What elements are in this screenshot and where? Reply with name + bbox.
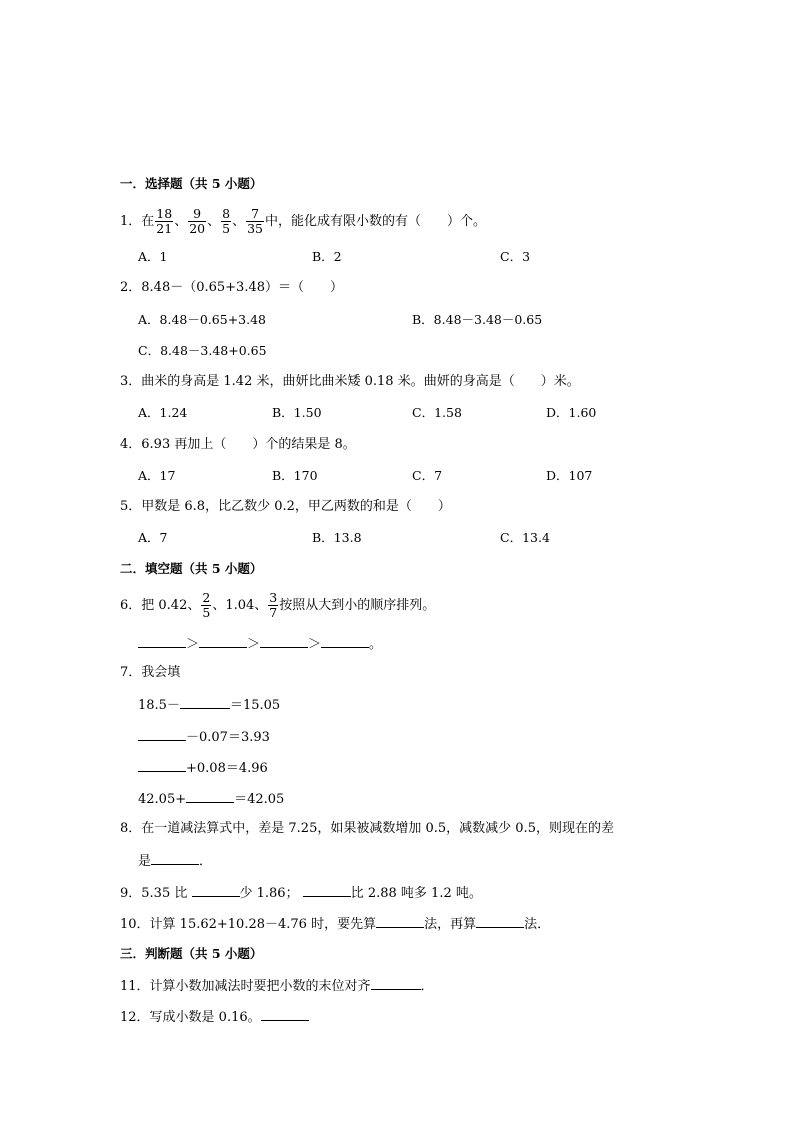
fraction-8-5: $\frac{8}{5}$ bbox=[222, 206, 231, 236]
answer-blank[interactable] bbox=[151, 852, 199, 865]
fraction-9-20: $\frac{9}{20}$ bbox=[189, 206, 206, 236]
fraction-3-7: $\frac{3}{7}$ bbox=[269, 590, 278, 620]
section-title-fill: 二．填空题（共 5 小题） bbox=[120, 561, 263, 576]
question-4: 4．6.93 再加上（ ）个的结果是 8。 bbox=[120, 437, 356, 452]
q3-option-b: B．1.50 bbox=[272, 405, 322, 420]
answer-blank[interactable] bbox=[321, 635, 369, 648]
question-1: 1．在 $\frac{18}{21}$ 、 $\frac{9}{20}$ 、 $\frac{8}{5}$ 、 $\frac{7}{35}$ 中，能化成有限小数的有（ ）个。 bbox=[120, 206, 487, 236]
fraction-18-21: $\frac{18}{21}$ bbox=[156, 206, 173, 236]
q7-line-4: 42.05+ ＝42.05 bbox=[138, 792, 285, 807]
question-6: 6．把 0.42、 $\frac{2}{5}$ 、1.04、 $\frac{3}{7}$ 按照从大到小的顺序排列。 bbox=[120, 590, 436, 620]
q4-option-c: C．7 bbox=[412, 468, 443, 483]
q5-option-c: C．13.4 bbox=[500, 530, 550, 545]
q7-line-2: －0.07＝3.93 bbox=[138, 728, 270, 746]
answer-blank[interactable] bbox=[260, 635, 308, 648]
q1-text: 中，能化成有限小数的有（ ）个。 bbox=[265, 214, 487, 229]
q2-option-b: B．8.48－3.48－0.65 bbox=[412, 312, 543, 327]
answer-blank[interactable] bbox=[180, 696, 230, 709]
answer-blank[interactable] bbox=[303, 884, 351, 897]
question-3: 3．曲米的身高是 1.42 米，曲妍比曲米矮 0.18 米。曲妍的身高是（ ）米。 bbox=[120, 374, 580, 389]
q6-answer-line: ＞ ＞ ＞ 。 bbox=[138, 635, 382, 653]
q3-option-d: D．1.60 bbox=[546, 405, 597, 420]
question-12: 12．写成小数是 0.16。 bbox=[120, 1008, 309, 1026]
answer-blank[interactable] bbox=[261, 1008, 309, 1021]
question-7: 7．我会填 bbox=[120, 665, 181, 680]
fraction-2-5: $\frac{2}{5}$ bbox=[202, 590, 211, 620]
q3-option-c: C．1.58 bbox=[412, 405, 462, 420]
q1-number: 1．在 bbox=[120, 214, 155, 229]
q4-option-d: D．107 bbox=[546, 468, 593, 483]
q1-option-a: A．1 bbox=[138, 249, 168, 264]
q5-option-b: B．13.8 bbox=[312, 530, 362, 545]
question-5: 5．甲数是 6.8，比乙数少 0.2，甲乙两数的和是（ ） bbox=[120, 499, 451, 514]
question-11: 11．计算小数加减法时要把小数的末位对齐 ． bbox=[120, 979, 434, 994]
question-8: 8．在一道减法算式中，差是 7.25，如果被减数增加 0.5，减数减少 0.5，则现在的差 bbox=[120, 821, 614, 836]
section-title-choice: 一．选择题（共 5 小题） bbox=[120, 176, 263, 191]
answer-blank[interactable] bbox=[138, 728, 186, 741]
q4-option-b: B．170 bbox=[272, 468, 318, 483]
q7-line-3: +0.08＝4.96 bbox=[138, 759, 268, 777]
q8-line-2: 是 ． bbox=[138, 854, 213, 869]
q2-option-a: A．8.48－0.65+3.48 bbox=[138, 312, 266, 327]
q5-option-a: A．7 bbox=[138, 530, 168, 545]
answer-blank[interactable] bbox=[476, 915, 524, 928]
q7-line-1: 18.5－ ＝15.05 bbox=[138, 698, 281, 713]
question-2: 2．8.48－（0.65+3.48）＝（ ） bbox=[120, 280, 343, 295]
answer-blank[interactable] bbox=[371, 977, 421, 990]
answer-blank[interactable] bbox=[138, 635, 186, 648]
answer-blank[interactable] bbox=[186, 790, 234, 803]
answer-blank[interactable] bbox=[376, 915, 424, 928]
answer-blank[interactable] bbox=[192, 884, 240, 897]
q2-option-c: C．8.48－3.48+0.65 bbox=[138, 343, 267, 358]
q4-option-a: A．17 bbox=[138, 468, 176, 483]
q1-option-c: C．3 bbox=[500, 249, 531, 264]
answer-blank[interactable] bbox=[199, 635, 247, 648]
fraction-7-35: $\frac{7}{35}$ bbox=[247, 206, 263, 236]
section-title-judge: 三．判断题（共 5 小题） bbox=[120, 946, 263, 961]
answer-blank[interactable] bbox=[138, 759, 186, 772]
question-9: 9．5.35 比 少 1.86； 比 2.88 吨多 1.2 吨。 bbox=[120, 886, 482, 901]
question-10: 10．计算 15.62+10.28－4.76 时，要先算 法，再算 法． bbox=[120, 917, 551, 932]
q1-option-b: B．2 bbox=[312, 249, 342, 264]
q3-option-a: A．1.24 bbox=[138, 405, 188, 420]
